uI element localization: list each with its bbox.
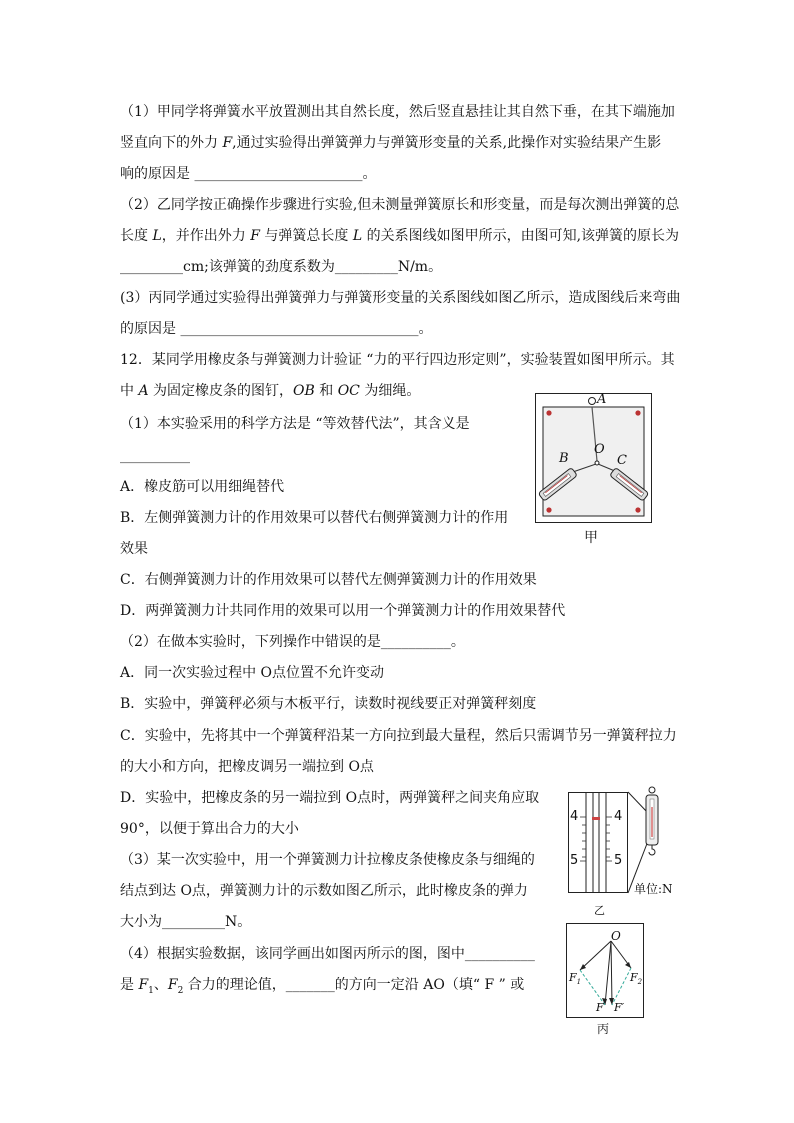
q11-part2-line2: 长度 L，并作出外力 F 与弹簧总长度 L 的关系图线如图甲所示，由图可知,该弹簧的原长为 [120,228,680,244]
q12-sub1-option-c: C．右侧弹簧测力计的作用效果可以替代左侧弹簧测力计的作用效果 [120,572,537,588]
figure-jia [535,393,652,523]
q12-sub1-blank: __________ [120,448,190,464]
label-f1: $F_1$ [569,971,582,987]
q12-stem-line1: 12．某同学用橡皮条与弹簧测力计验证 “力的平行四边形定则”，实验装置如图甲所示。其 [120,352,675,368]
q12-sub3-line1: （3）某一次实验中，用一个弹簧测力计拉橡皮条使橡皮条与细绳的 [120,852,535,868]
q11-part2-line1: （2）乙同学按正确操作步骤进行实验,但未测量弹簧原长和形变量，而是每次测出弹簧的总 [120,197,680,213]
q12-sub2-option-d-line1: D．实验中，把橡皮条的另一端拉到 O点时，两弹簧秤之间夹角应取 [120,790,540,806]
figure-yi [566,777,686,902]
label-a: A [597,392,607,407]
label-b: B [559,451,569,466]
q12-sub1-option-b-line2: 效果 [120,541,148,557]
tick-4-left: 4 [570,809,579,824]
label-o: O [594,442,605,457]
q11-part1-line1: （1）甲同学将弹簧水平放置测出其自然长度，然后竖直悬挂让其自然下垂，在其下端施加 [120,104,675,120]
caption-yi: 乙 [594,904,605,917]
q12-sub2-question: （2）在做本实验时，下列操作中错误的是__________。 [120,634,465,650]
q11-part3-line2: 的原因是 __________________________________。 [120,321,433,337]
q11-part2-line3: _________cm;该弹簧的劲度系数为_________N/m。 [120,259,443,275]
q11-part1-line2: 竖直向下的外力 F,通过实验得出弹簧弹力与弹簧形变量的关系,此操作对实验结果产生影 [120,135,662,151]
q12-sub2-option-c-line1: C．实验中，先将其中一个弹簧秤沿某一方向拉到最大量程，然后只需调节另一弹簧秤拉力 [120,728,677,744]
q12-stem-line2: 中 A 为固定橡皮条的图钉，OB 和 OC 为细绳。 [120,383,421,399]
label-f2: $F_2$ [630,971,643,987]
q12-sub1-option-d: D．两弹簧测力计共同作用的效果可以用一个弹簧测力计的作用效果替代 [120,603,566,619]
figure-bing [566,923,644,1018]
q11-part3-line1: (3）丙同学通过实验得出弹簧弹力与弹簧形变量的关系图线如图乙所示，造成图线后来弯曲 [120,290,681,306]
q11-part1-line3: 响的原因是 ________________________。 [120,166,377,182]
unit-label: 单位:N [634,882,673,896]
q12-sub3-line2: 结点到达 O点，弹簧测力计的示数如图乙所示，此时橡皮条的弹力 [120,883,528,899]
q12-sub2-option-a: A．同一次实验过程中 O点位置不允许变动 [120,665,385,681]
tick-5-left: 5 [570,853,579,868]
label-f-prime: F′ [614,1001,625,1014]
q12-sub2-option-b: B．实验中，弹簧秤必须与木板平行，读数时视线要正对弹簧秤刻度 [120,696,537,712]
q12-sub4-line1: （4）根据实验数据，该同学画出如图丙所示的图，图中__________ [120,946,535,962]
label-c: C [617,453,627,468]
q12-sub1-option-a: A．橡皮筋可以用细绳替代 [120,479,285,495]
caption-bing: 丙 [597,1022,610,1036]
q12-sub4-line2: 是 $F_1$、$F_2$ 合力的理论值，_______的方向一定沿 AO（填“ F ” 或 [120,977,525,996]
q12-sub2-option-d-line2: 90°，以便于算出合力的大小 [120,821,299,837]
tick-5-right: 5 [614,853,623,868]
caption-jia: 甲 [584,530,598,546]
label-f: F [596,1001,604,1014]
q12-sub1-option-b-line1: B．左侧弹簧测力计的作用效果可以替代右侧弹簧测力计的作用 [120,510,509,526]
q12-sub2-option-c-line2: 的大小和方向，把橡皮调另一端拉到 O点 [120,759,374,775]
tick-4-right: 4 [614,809,623,824]
q12-sub1-question: （1）本实验采用的科学方法是 “等效替代法”，其含义是 [120,416,470,432]
label-o-bing: O [611,929,621,943]
q12-sub3-line3: 大小为_________N。 [120,914,252,930]
